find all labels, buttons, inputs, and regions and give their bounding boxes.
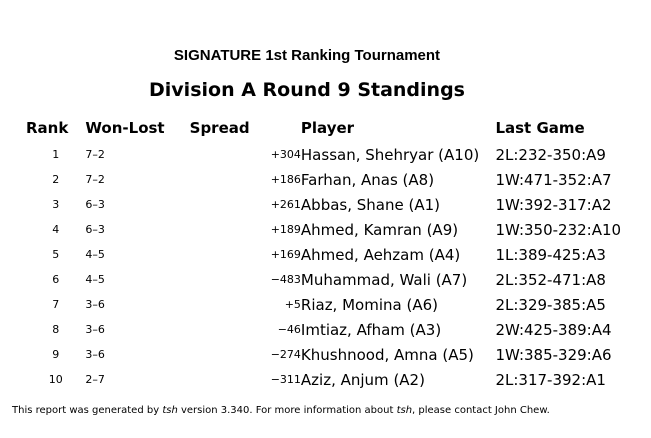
spread-cell: +189 <box>270 223 301 236</box>
rank-cell: 10 <box>48 373 63 386</box>
rank-cell: 3 <box>52 198 60 211</box>
standings-body <box>26 142 651 392</box>
rank-cell: 1 <box>52 148 60 161</box>
last-game-cell: 1W:471-352:A7 <box>495 170 612 189</box>
footer-suffix: , please contact John Chew. <box>412 405 550 416</box>
won-lost-cell: 2–7 <box>85 373 105 386</box>
table-row <box>26 192 651 217</box>
table-header-row <box>26 114 651 142</box>
player-cell: Aziz, Anjum (A2) <box>300 370 425 389</box>
table-row <box>26 267 651 292</box>
player-cell: Abbas, Shane (A1) <box>300 195 440 214</box>
rank-cell: 8 <box>52 323 60 336</box>
event-title: SIGNATURE 1st Ranking Tournament <box>173 47 441 64</box>
rank-cell: 5 <box>52 248 60 261</box>
won-lost-cell: 6–3 <box>85 198 105 211</box>
spread-cell: +261 <box>270 198 301 211</box>
column-header-last-game: Last Game <box>495 119 585 137</box>
last-game-cell: 1W:350-232:A10 <box>495 220 622 239</box>
won-lost-cell: 3–6 <box>85 323 105 336</box>
last-game-cell: 2L:317-392:A1 <box>495 370 606 389</box>
won-lost-cell: 4–5 <box>85 273 105 286</box>
rank-cell: 7 <box>52 298 60 311</box>
footer-program-name: tsh <box>162 405 178 416</box>
column-header-spread: Spread <box>189 119 250 137</box>
footer-program-name-2: tsh <box>396 405 413 416</box>
spread-cell: −311 <box>270 373 301 386</box>
won-lost-cell: 7–2 <box>85 148 105 161</box>
standings-table <box>26 114 651 392</box>
won-lost-cell: 7–2 <box>85 173 105 186</box>
table-row <box>26 367 651 392</box>
player-cell: Muhammad, Wali (A7) <box>300 270 468 289</box>
last-game-cell: 2W:425-389:A4 <box>495 320 612 339</box>
last-game-cell: 1L:389-425:A3 <box>495 245 606 264</box>
won-lost-cell: 6–3 <box>85 223 105 236</box>
table-row <box>26 342 651 367</box>
table-row <box>26 142 651 167</box>
table-row <box>26 167 651 192</box>
player-cell: Hassan, Shehryar (A10) <box>300 145 480 164</box>
spread-cell: −274 <box>270 348 301 361</box>
last-game-cell: 2L:232-350:A9 <box>495 145 606 164</box>
column-header-player: Player <box>300 119 355 137</box>
last-game-cell: 2L:329-385:A5 <box>495 295 606 314</box>
rank-cell: 6 <box>52 273 60 286</box>
footer-prefix: This report was generated by <box>12 405 163 416</box>
won-lost-cell: 3–6 <box>85 298 105 311</box>
player-cell: Riaz, Momina (A6) <box>300 295 438 314</box>
footer-middle: version 3.340. For more information about <box>177 405 397 416</box>
division-title: Division A Round 9 Standings <box>149 79 465 101</box>
rank-cell: 4 <box>52 223 60 236</box>
won-lost-cell: 3–6 <box>85 348 105 361</box>
column-header-won-lost: Won-Lost <box>85 119 165 137</box>
player-cell: Ahmed, Kamran (A9) <box>300 220 459 239</box>
table-row <box>26 242 651 267</box>
rank-cell: 9 <box>52 348 60 361</box>
last-game-cell: 1W:392-317:A2 <box>495 195 612 214</box>
rank-cell: 2 <box>52 173 60 186</box>
table-row <box>26 292 651 317</box>
won-lost-cell: 4–5 <box>85 248 105 261</box>
spread-cell: −483 <box>270 273 301 286</box>
player-cell: Farhan, Anas (A8) <box>300 170 435 189</box>
spread-cell: +5 <box>284 298 301 311</box>
last-game-cell: 2L:352-471:A8 <box>495 270 606 289</box>
last-game-cell: 1W:385-329:A6 <box>495 345 612 364</box>
player-cell: Khushnood, Amna (A5) <box>300 345 474 364</box>
spread-cell: +304 <box>270 148 301 161</box>
player-cell: Imtiaz, Afham (A3) <box>300 320 442 339</box>
column-header-rank: Rank <box>26 119 69 137</box>
report-footer <box>12 404 550 418</box>
table-row <box>26 317 651 342</box>
table-row <box>26 217 651 242</box>
player-cell: Ahmed, Aehzam (A4) <box>300 245 461 264</box>
spread-cell: −46 <box>277 323 301 336</box>
spread-cell: +186 <box>270 173 301 186</box>
spread-cell: +169 <box>270 248 301 261</box>
